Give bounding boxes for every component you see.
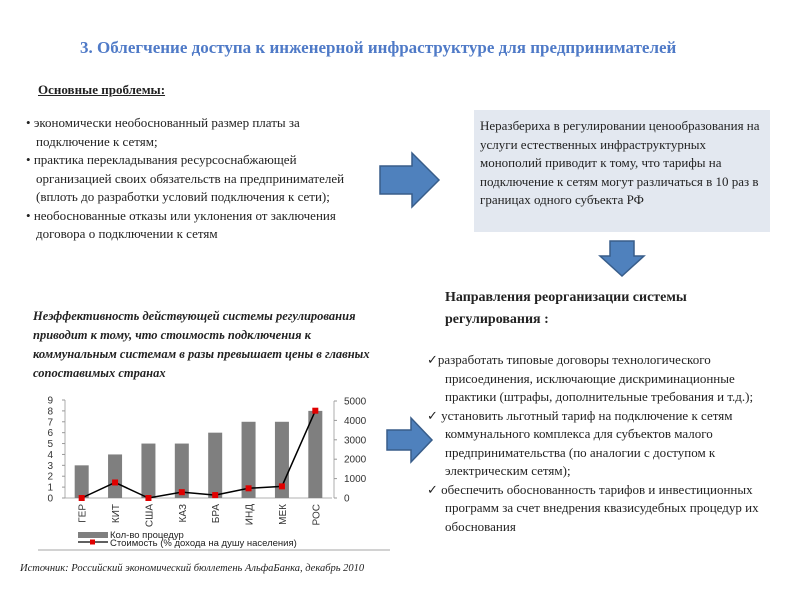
cost-marker bbox=[279, 483, 285, 489]
x-tick-label: КАЗ bbox=[177, 504, 189, 523]
page-title: 3. Облегчение доступа к инженерной инфраструктуре для предпринимателей bbox=[80, 38, 677, 57]
right-tick-label: 3000 bbox=[344, 435, 367, 447]
left-tick-label: 2 bbox=[47, 471, 53, 483]
direction-text: установить льготный тариф на подключение к сетям коммунального комплекса для субъектов малого предпринимательства (по аналогии с доступом к электрическим сетям); bbox=[437, 407, 733, 478]
arrow-right-icon bbox=[378, 150, 442, 210]
problems-list bbox=[26, 114, 371, 244]
cost-marker bbox=[79, 495, 85, 501]
bar bbox=[141, 444, 155, 498]
problem-item: • необоснованные отказы или уклонения от заключения договора о подключении к сетям bbox=[26, 207, 371, 244]
x-tick-label: КИТ bbox=[111, 504, 123, 524]
cost-marker bbox=[179, 489, 185, 495]
directions-list bbox=[427, 351, 777, 536]
left-tick-label: 5 bbox=[47, 439, 53, 451]
left-tick-label: 4 bbox=[47, 449, 53, 461]
right-tick-label: 0 bbox=[344, 493, 350, 505]
cost-marker bbox=[112, 479, 118, 485]
legend-bar-label: Кол-во процедур bbox=[110, 530, 184, 541]
left-tick-label: 1 bbox=[47, 482, 53, 494]
x-tick-label: БРА bbox=[211, 504, 223, 524]
x-tick-label: МЕК bbox=[277, 504, 289, 525]
x-tick-label: РОС bbox=[311, 504, 323, 526]
bar bbox=[208, 433, 222, 498]
legend-line-label: Стоимость (% дохода на душу населения) bbox=[110, 538, 297, 549]
check-icon: ✓ bbox=[427, 352, 438, 367]
direction-text: обеспечить обоснованность тарифов и инвестиционных программ за счет внедрения квазисудебных процедур их обоснования bbox=[437, 481, 759, 534]
arrow-right-icon bbox=[385, 415, 435, 465]
info-box: Неразбериха в регулировании ценообразования на услуги естественных инфраструктурных монополий приводит к тому, что тарифы на подключение к сетям могут различаться в 10 раз в границах одного субъекта РФ bbox=[474, 110, 770, 232]
bar bbox=[308, 411, 322, 498]
left-tick-label: 6 bbox=[47, 428, 53, 440]
x-tick-label: ИНД bbox=[244, 504, 256, 526]
chart bbox=[20, 390, 390, 560]
direction-item bbox=[427, 351, 777, 407]
left-tick-label: 3 bbox=[47, 460, 53, 472]
arrow-down-icon bbox=[598, 240, 646, 278]
x-tick-label: ГЕР bbox=[77, 504, 89, 523]
source-note: Источник: Российский экономический бюллетень АльфаБанка, декабрь 2010 bbox=[20, 563, 365, 574]
directions-heading: Направления реорганизации системы регулирования : bbox=[445, 290, 687, 327]
left-tick-label: 8 bbox=[47, 406, 53, 418]
bar bbox=[75, 465, 89, 498]
right-tick-label: 5000 bbox=[344, 396, 367, 408]
cost-marker bbox=[145, 495, 151, 501]
left-tick-label: 9 bbox=[47, 395, 53, 407]
bar bbox=[108, 454, 122, 498]
cost-marker bbox=[212, 492, 218, 498]
direction-item bbox=[427, 407, 777, 481]
left-tick-label: 0 bbox=[47, 493, 53, 505]
cost-marker bbox=[246, 485, 252, 491]
legend-bar-swatch bbox=[78, 532, 108, 538]
direction-text: разработать типовые договоры технологического присоединения, исключающие дискриминационные практики (штрафы, дополнительные требования и т.д.); bbox=[437, 352, 754, 404]
right-tick-label: 2000 bbox=[344, 454, 367, 466]
check-icon: ✓ bbox=[427, 407, 438, 423]
left-tick-label: 7 bbox=[47, 417, 53, 429]
x-tick-label: США bbox=[144, 504, 156, 528]
problem-item: • экономически необоснованный размер платы за подключение к сетям; bbox=[26, 114, 371, 151]
cost-marker bbox=[312, 408, 318, 414]
problem-item: • практика перекладывания ресурсоснабжающей организацией своих обязательств на предпринимателей (вплоть до разработки условий подключения к сети); bbox=[26, 151, 371, 207]
inefficiency-text: Неэффективность действующей системы регулирования приводит к тому, что стоимость подключения к коммунальным системам в разы превышает цены в главных сопоставимых странах bbox=[33, 309, 370, 380]
problems-heading: Основные проблемы: bbox=[38, 82, 166, 97]
right-tick-label: 1000 bbox=[344, 474, 367, 486]
check-icon: ✓ bbox=[427, 481, 438, 497]
right-tick-label: 4000 bbox=[344, 415, 367, 427]
legend-line-marker bbox=[90, 540, 95, 545]
direction-item bbox=[427, 481, 777, 537]
